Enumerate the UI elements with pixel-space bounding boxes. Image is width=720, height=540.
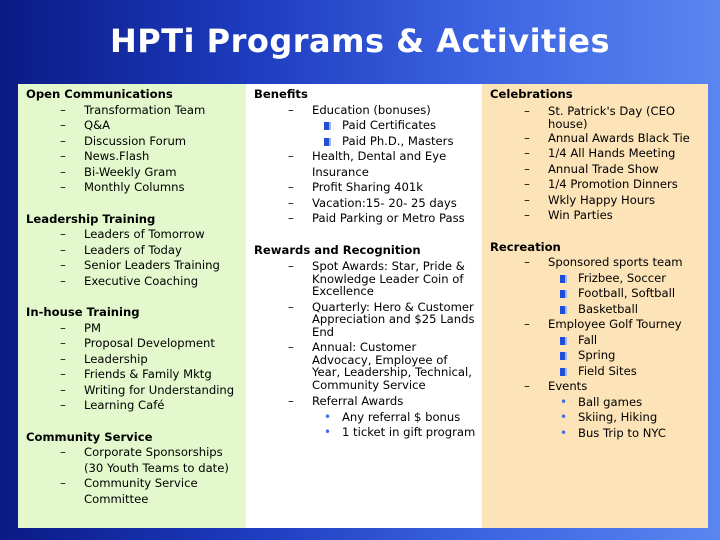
list-item: – Leaders of Tomorrow — [26, 227, 240, 243]
list-item: – St. Patrick's Day (CEO house) — [490, 105, 702, 131]
list-item: – Monthly Columns — [26, 180, 240, 196]
section-heading-rewards: Rewards and Recognition — [254, 242, 421, 257]
list-subitem: • Any referral $ bonus — [254, 410, 476, 426]
column-left — [18, 84, 246, 528]
list-subitem: • Bus Trip to NYC — [490, 426, 702, 442]
list-item: – Leadership — [26, 352, 240, 368]
list-subitem: • Skiing, Hiking — [490, 410, 702, 426]
list-item: – Annual: Customer Advocacy, Employee of Year, Leadership, Technical, Community Service — [254, 341, 476, 391]
list-item: – Quarterly: Hero & Customer Appreciation and $25 Lands End — [254, 301, 476, 339]
list-item: – Friends & Family Mktg — [26, 367, 240, 383]
list-item: – Annual Awards Black Tie — [490, 131, 702, 147]
list-item: – PM — [26, 321, 240, 337]
list-item: – Sponsored sports team — [490, 255, 702, 271]
rewards-list — [254, 260, 476, 441]
list-item: – Senior Leaders Training — [26, 258, 240, 274]
list-item: – Win Parties — [490, 208, 702, 224]
list-item: – Health, Dental and Eye Insurance — [254, 149, 476, 180]
list-item: – Annual Trade Show — [490, 162, 702, 178]
section-heading-celebrations: Celebrations — [490, 87, 573, 101]
list-item: – Referral Awards — [254, 394, 476, 410]
section-heading-benefits: Benefits — [254, 87, 308, 101]
leadership-training-list — [26, 227, 240, 289]
list-subitem: Frizbee, Soccer — [490, 271, 702, 287]
list-subitem: • 1 ticket in gift program — [254, 425, 476, 441]
list-item: – Executive Coaching — [26, 274, 240, 290]
list-item: – Leaders of Today — [26, 243, 240, 259]
benefits-list — [254, 103, 476, 227]
list-item: – Employee Golf Tourney — [490, 317, 702, 333]
section-heading-inhouse-training: In-house Training — [26, 305, 140, 319]
list-item: – Profit Sharing 401k — [254, 180, 476, 196]
list-subitem: Paid Ph.D., Masters — [254, 134, 476, 150]
inhouse-training-list — [26, 321, 240, 414]
list-item: – Events — [490, 379, 702, 395]
list-item: – 1/4 All Hands Meeting — [490, 146, 702, 162]
column-middle — [246, 84, 482, 528]
list-item: – News.Flash — [26, 149, 240, 165]
list-item: – Learning Café — [26, 398, 240, 414]
list-item: – Discussion Forum — [26, 134, 240, 150]
list-item: – Bi-Weekly Gram — [26, 165, 240, 181]
recreation-list — [490, 255, 702, 441]
list-item: – 1/4 Promotion Dinners — [490, 177, 702, 193]
list-subitem: Spring — [490, 348, 702, 364]
list-item: – Community Service Committee — [26, 476, 240, 507]
list-item: – Education (bonuses) — [254, 103, 476, 119]
list-item: – Transformation Team — [26, 103, 240, 119]
list-item: – Q&A — [26, 118, 240, 134]
section-heading-open-communications: Open Communications — [26, 87, 173, 101]
list-item: – Wkly Happy Hours — [490, 193, 702, 209]
column-right — [482, 84, 708, 528]
list-subitem: Football, Softball — [490, 286, 702, 302]
list-subitem: Fall — [490, 333, 702, 349]
page-title: HPTi Programs & Activities — [109, 22, 611, 60]
list-subitem: Field Sites — [490, 364, 702, 380]
list-item: – Proposal Development — [26, 336, 240, 352]
list-item: – Corporate Sponsorships (30 Youth Teams to date) — [26, 445, 240, 476]
list-item: – Vacation:15- 20- 25 days — [254, 196, 476, 212]
list-subitem: Basketball — [490, 302, 702, 318]
open-communications-list — [26, 103, 240, 196]
section-heading-recreation: Recreation — [490, 239, 561, 254]
section-heading-leadership-training: Leadership Training — [26, 211, 156, 226]
list-item: – Paid Parking or Metro Pass — [254, 211, 476, 227]
list-subitem: • Ball games — [490, 395, 702, 411]
section-heading-community-service: Community Service — [26, 429, 153, 444]
list-item: – Spot Awards: Star, Pride & Knowledge Leader Coin of Excellence — [254, 260, 476, 298]
list-item: – Writing for Understanding — [26, 383, 240, 399]
celebrations-list — [490, 105, 702, 224]
list-subitem: Paid Certificates — [254, 118, 476, 134]
community-service-list — [26, 445, 240, 507]
